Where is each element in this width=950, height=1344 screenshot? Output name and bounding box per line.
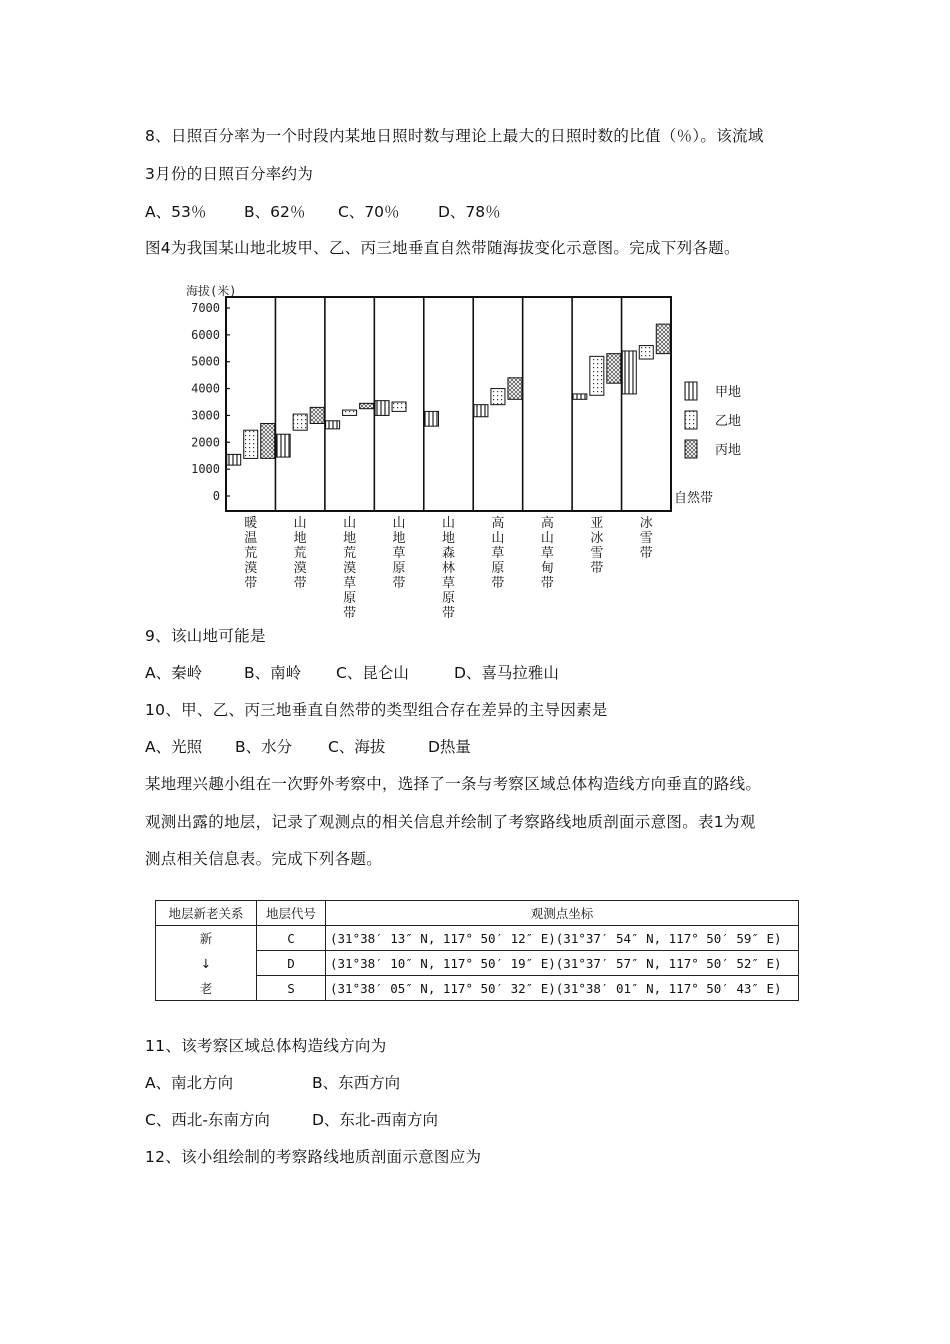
bar-丙地 (360, 403, 374, 408)
q8-option-a: A、53％ (145, 203, 207, 221)
bar-丙地 (508, 378, 522, 399)
q10-stem: 10、甲、乙、丙三地垂直自然带的类型组合存在差异的主导因素是 (145, 701, 608, 719)
age-old: 老 (156, 976, 257, 1001)
stratum-code: C (257, 926, 326, 951)
table-1-observation-points (155, 900, 799, 1001)
q9-option-c: C、昆仑山 (336, 664, 409, 682)
intro2-line1: 某地理兴趣小组在一次野外考察中，选择了一条与考察区域总体构造线方向垂直的路线。 (145, 775, 762, 793)
bar-丙地 (310, 407, 324, 423)
category-label: 亚冰雪带 (590, 516, 604, 576)
bar-甲地 (326, 421, 340, 429)
x-axis-label: 自然带 (674, 491, 714, 506)
y-tick-label: 7000 (191, 301, 220, 315)
q9-option-a: A、秦岭 (145, 664, 203, 682)
q8-stem-line2: 3月份的日照百分率约为 (145, 165, 314, 183)
q11-option-b: B、东西方向 (312, 1074, 401, 1092)
y-tick-label: 0 (212, 489, 220, 503)
age-arrow: ↓ (156, 951, 257, 976)
y-axis-label: 海拔(米) (186, 284, 237, 298)
bar-丙地 (607, 354, 621, 384)
legend-swatch (685, 382, 697, 400)
stratum-code: S (257, 976, 326, 1001)
category-label: 冰雪带 (639, 516, 653, 561)
q11-option-a: A、南北方向 (145, 1074, 234, 1092)
bar-乙地 (343, 410, 357, 415)
legend-swatch (685, 440, 697, 458)
intro2-line2: 观测出露的地层，记录了观测点的相关信息并绘制了考察路线地质剖面示意图。表1为观 (145, 813, 756, 831)
category-label: 暖温荒漠带 (244, 516, 258, 591)
coordinates: (31°38′ 13″ N, 117° 50′ 12″ E)(31°37′ 54″ N, 117° 50′ 59″ E) (326, 926, 799, 951)
q10-option-b: B、水分 (235, 738, 293, 756)
table-header: 地层代号 (257, 901, 326, 926)
bar-乙地 (491, 389, 505, 405)
bar-乙地 (293, 414, 307, 430)
y-tick-label: 6000 (191, 327, 220, 342)
legend-swatch (685, 411, 697, 429)
table-header: 观测点坐标 (326, 901, 799, 926)
fig4-intro: 图4为我国某山地北坡甲、乙、丙三地垂直自然带随海拔变化示意图。完成下列各题。 (145, 239, 740, 257)
table-header: 地层新老关系 (156, 901, 257, 926)
coordinates: (31°38′ 05″ N, 117° 50′ 32″ E)(31°38′ 01″ N, 117° 50′ 43″ E) (326, 976, 799, 1001)
q9-option-b: B、南岭 (244, 664, 302, 682)
q11-option-d: D、东北-西南方向 (312, 1111, 439, 1129)
q12-stem: 12、该小组绘制的考察路线地质剖面示意图应为 (145, 1148, 482, 1166)
q8-stem-line1: 8、日照百分率为一个时段内某地日照时数与理论上最大的日照时数的比值（％）。该流域 (145, 127, 764, 145)
bar-丙地 (656, 324, 670, 354)
table-row (156, 951, 799, 976)
category-label: 高山草原带 (491, 516, 505, 591)
legend-label: 乙地 (715, 414, 742, 429)
q8-option-b: B、62％ (244, 203, 306, 221)
legend-label: 丙地 (715, 443, 742, 458)
q8-option-c: C、70％ (338, 203, 400, 221)
figure-4-vertical-zones-chart (180, 282, 780, 621)
table-header-row (156, 901, 799, 926)
q10-option-d: D热量 (428, 738, 471, 756)
q9-stem: 9、该山地可能是 (145, 627, 266, 645)
category-label: 山地荒漠带 (293, 516, 307, 591)
bar-丙地 (261, 423, 275, 458)
category-label: 山地荒漠草原带 (343, 516, 357, 621)
y-tick-label: 3000 (191, 408, 220, 423)
bar-乙地 (244, 430, 258, 458)
table-row (156, 926, 799, 951)
y-tick-label: 4000 (191, 381, 220, 396)
bar-甲地 (227, 454, 241, 465)
bar-乙地 (639, 346, 653, 359)
stratum-code: D (257, 951, 326, 976)
category-label: 山地草原带 (392, 516, 406, 591)
y-tick-label: 1000 (191, 462, 220, 477)
category-label: 山地森林草原带 (441, 516, 456, 621)
bar-甲地 (425, 411, 439, 426)
age-new: 新 (156, 926, 257, 951)
y-tick-label: 2000 (191, 435, 220, 450)
table-row (156, 976, 799, 1001)
intro2-line3: 测点相关信息表。完成下列各题。 (145, 850, 383, 868)
q11-option-c: C、西北-东南方向 (145, 1111, 270, 1129)
q8-option-d: D、78％ (438, 203, 501, 221)
plot-frame (226, 297, 671, 511)
q10-option-a: A、光照 (145, 738, 203, 756)
bar-乙地 (590, 356, 604, 395)
bar-乙地 (392, 402, 406, 411)
coordinates: (31°38′ 10″ N, 117° 50′ 19″ E)(31°37′ 57″ N, 117° 50′ 52″ E) (326, 951, 799, 976)
bar-甲地 (474, 405, 488, 417)
chart-legend (685, 382, 741, 458)
q10-option-c: C、海拔 (328, 738, 386, 756)
y-tick-label: 5000 (191, 354, 220, 369)
category-label: 高山草甸带 (540, 516, 554, 591)
legend-label: 甲地 (715, 385, 742, 400)
q11-stem: 11、该考察区域总体构造线方向为 (145, 1037, 387, 1055)
bar-甲地 (573, 394, 587, 399)
q9-option-d: D、喜马拉雅山 (454, 664, 559, 682)
bar-甲地 (622, 351, 636, 394)
bar-甲地 (375, 401, 389, 416)
bar-甲地 (276, 434, 290, 457)
